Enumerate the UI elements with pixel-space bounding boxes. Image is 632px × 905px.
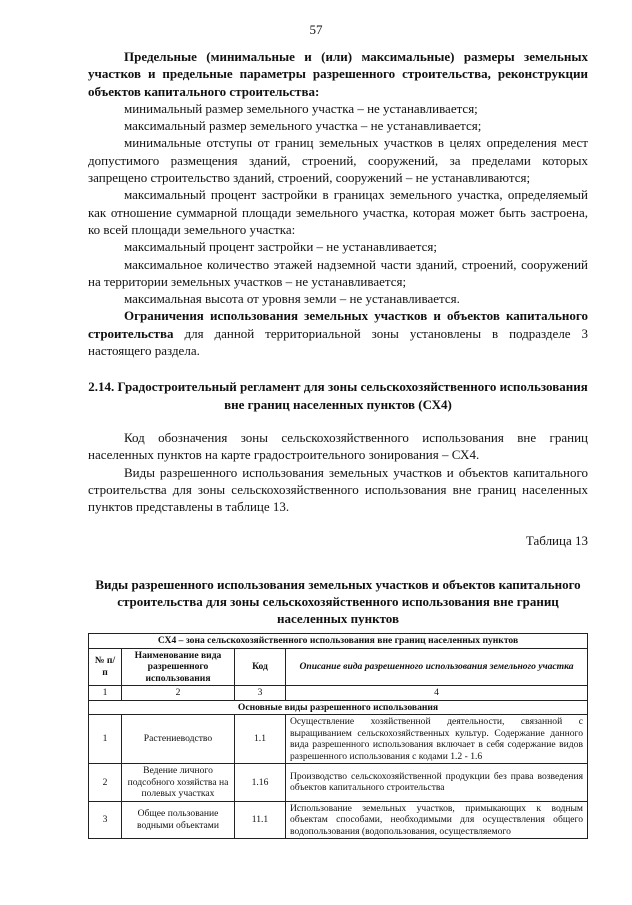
header-description: Описание вида разрешенного использования земельного участка xyxy=(286,648,588,686)
limit-item: максимальный размер земельного участка – не устанавливается; xyxy=(124,118,482,134)
table-row xyxy=(89,715,588,764)
column-number: 4 xyxy=(286,686,588,701)
code-paragraph: Код обозначения зоны сельскохозяйственного использования вне границ населенных пунктов на карте градостроительного зонирования – СХ4. xyxy=(88,429,588,463)
row-name: Общее пользование водными объектами xyxy=(122,801,235,839)
restrictions-paragraph xyxy=(88,307,588,359)
table-title-row xyxy=(89,634,588,649)
group-title: Основные виды разрешенного использования xyxy=(89,700,588,715)
table-heading: Виды разрешенного использования земельных участков и объектов капитального строительства для зоны сельскохозяйственного использования вне границ населенных пунктов xyxy=(95,576,581,627)
document-body xyxy=(88,48,588,628)
section-heading: 2.14. Градостроительный регламент для зоны сельскохозяйственного использования вне границ населенных пунктов (СХ4) xyxy=(88,379,588,412)
table-title: СХ4 – зона сельскохозяйственного использования вне границ населенных пунктов xyxy=(89,634,588,649)
header-number: № п/п xyxy=(89,648,122,686)
land-use-table xyxy=(88,633,588,839)
row-description: Осуществление хозяйственной деятельности, связанной с выращиванием сельскохозяйственных культур. Содержание данного вида разрешенного использования включает в себя содержание видов разрешенного использования с кодами 1.2 - 1.6 xyxy=(286,715,588,764)
row-name: Растениеводство xyxy=(122,715,235,764)
row-description: Производство сельскохозяйственной продукции без права возведения объектов капитального строительства xyxy=(286,764,588,802)
limit-item: максимальный процент застройки – не устанавливается; xyxy=(124,239,437,255)
limits-heading: Предельные (минимальные и (или) максимальные) размеры земельных участков и предельные параметры разрешенного строительства, реконструкции объектов капитального строительства: xyxy=(88,49,588,99)
table-row xyxy=(89,801,588,839)
limit-item: минимальные отступы от границ земельных участков в целях определения мест допустимого размещения зданий, строений, сооружений, за пределами которых запрещено строительство зданий, строений, сооружений – не устанавливаются; xyxy=(88,135,588,186)
row-number: 2 xyxy=(89,764,122,802)
row-code: 11.1 xyxy=(235,801,286,839)
row-description: Использование земельных участков, примыкающих к водным объектам способами, необходимыми для осуществления общего водопользования (водопользования, осуществляемого xyxy=(286,801,588,839)
table-header-row xyxy=(89,648,588,686)
row-code: 1.16 xyxy=(235,764,286,802)
restrictions-rest: для данной территориальной зоны установлены в подразделе 3 настоящего раздела. xyxy=(88,325,588,359)
column-number: 2 xyxy=(122,686,235,701)
row-name: Ведение личного подсобного хозяйства на полевых участках xyxy=(122,764,235,802)
limit-item: максимальное количество этажей надземной части зданий, строений, сооружений на территории земельных участков – не устанавливается; xyxy=(88,256,588,289)
column-number: 1 xyxy=(89,686,122,701)
limit-item: максимальная высота от уровня земли – не устанавливается. xyxy=(124,291,460,307)
row-number: 1 xyxy=(89,715,122,764)
header-name: Наименование вида разрешенного использования xyxy=(122,648,235,686)
column-numbers-row xyxy=(89,686,588,701)
row-code: 1.1 xyxy=(235,715,286,764)
limit-item: максимальный процент застройки в границах земельного участка, определяемый как отношение суммарной площади земельного участка, которая может быть застроена, ко всей площади земельного участка: xyxy=(88,187,588,237)
group-title-row xyxy=(89,700,588,715)
restrictions-bold: Ограничения использования земельных участков и объектов капитального строительства xyxy=(88,308,588,341)
table-row xyxy=(89,764,588,802)
row-number: 3 xyxy=(89,801,122,839)
limit-item: минимальный размер земельного участка – не устанавливается; xyxy=(124,100,478,116)
types-paragraph: Виды разрешенного использования земельных участков и объектов капитального строительства для зоны сельскохозяйственного использования вне границ населенных пунктов представлены в таблице 13. xyxy=(88,464,588,515)
column-number: 3 xyxy=(235,686,286,701)
page-number: 57 xyxy=(309,22,323,37)
table-caption: Таблица 13 xyxy=(525,533,588,549)
header-code: Код xyxy=(235,648,286,686)
